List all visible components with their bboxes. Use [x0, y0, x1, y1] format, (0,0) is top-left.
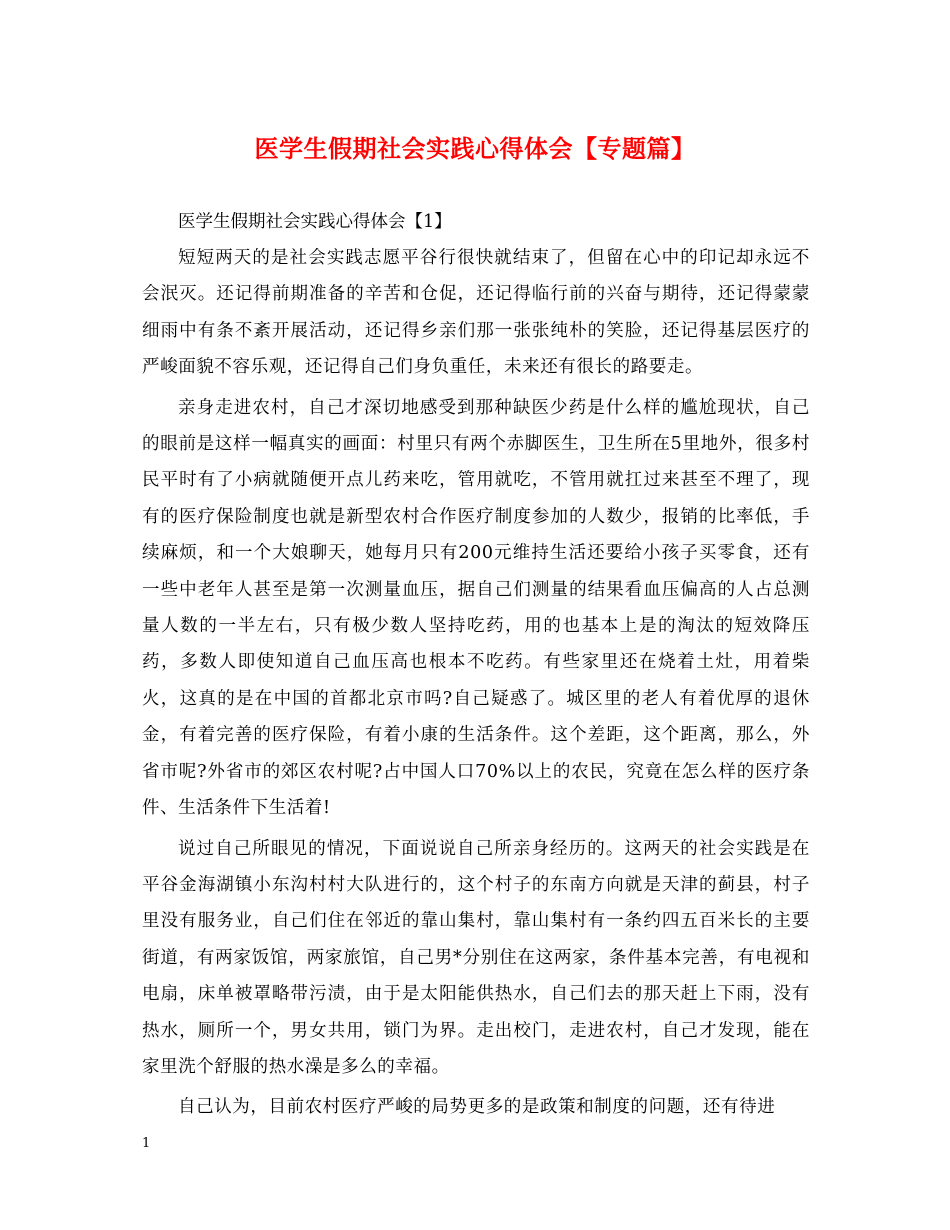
paragraph-3: 说过自己所眼见的情况，下面说说自己所亲身经历的。这两天的社会实践是在平谷金海湖镇小东沟村村大队进行的，这个村子的东南方向就是天津的蓟县，村子里没有服务业，自己们住在邻近的靠山集村，靠山集村有一条约四五百米长的主要街道，有两家饭馆，两家旅馆，自己男*分别住在这两家，条件基本完善，有电视和电扇，床单被罩略带污渍，由于是太阳能供热水，自己们去的那天赶上下雨，没有热水，厕所一个，男女共用，锁门为界。走出校门，走进农村，自己才发现，能在家里洗个舒服的热水澡是多么的幸福。 — [142, 838, 810, 1077]
document-title: 医学生假期社会实践心得体会【专题篇】 — [254, 134, 696, 163]
paragraph-2: 亲身走进农村，自己才深切地感受到那种缺医少药是什么样的尴尬现状，自己的眼前是这样一幅真实的画面：村里只有两个赤脚医生，卫生所在5里地外，很多村民平时有了小病就随便开点儿药来吃，管用就吃，不管用就扛过来甚至不理了，现有的医疗保险制度也就是新型农村合作医疗制度参加的人数少，报销的比率低，手续麻烦，和一个大娘聊天，她每月只有200元维持生活还要给小孩子买零食，还有一些中老年人甚至是第一次测量血压，据自己们测量的结果看血压偏高的人占总测量人数的一半左右，只有极少数人坚持吃药，用的也基本上是的淘汰的短效降压药，多数人即使知道自己血压高也根本不吃药。有些家里还在烧着土灶，用着柴火，这真的是在中国的首都北京市吗?自己疑惑了。城区里的老人有着优厚的退休金，有着完善的医疗保险，有着小康的生活条件。这个差距，这个距离，那么，外省市呢?外省市的郊区农村呢?占中国人口70%以上的农民，究竟在怎么样的医疗条件、生活条件下生活着! — [142, 397, 810, 819]
page-number: 1 — [142, 1136, 151, 1151]
document-body — [142, 204, 810, 1126]
section-heading: 医学生假期社会实践心得体会【1】 — [178, 212, 452, 232]
paragraph-4: 自己认为，目前农村医疗严峻的局势更多的是政策和制度的问题，还有待进 — [178, 1097, 776, 1118]
paragraph-1: 短短两天的是社会实践志愿平谷行很快就结束了，但留在心中的印记却永远不会泯灭。还记得前期准备的辛苦和仓促，还记得临行前的兴奋与期待，还记得蒙蒙细雨中有条不紊开展活动，还记得乡亲们那一张张纯朴的笑脸，还记得基层医疗的严峻面貌不容乐观，还记得自己们身负重任，未来还有很长的路要走。 — [142, 248, 810, 378]
